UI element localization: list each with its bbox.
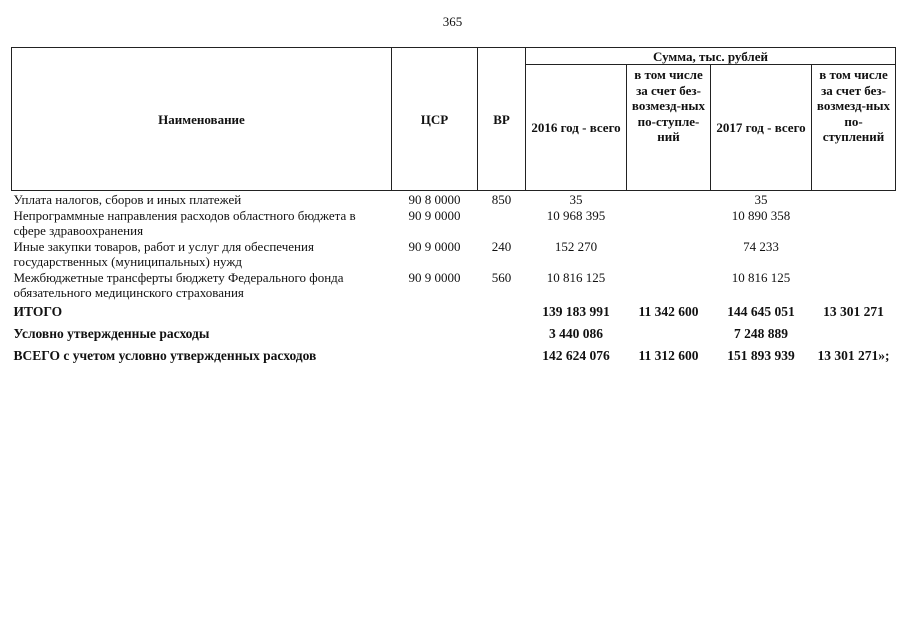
total-2016: 139 183 991 — [542, 304, 610, 319]
total-2017: 151 893 939 — [727, 348, 795, 363]
row-name: Непрограммные направления расходов областного бюджета в сфере здравоохранения — [13, 208, 356, 238]
row-2016: 10 968 395 — [546, 208, 606, 223]
row-name: Межбюджетные трансферты бюджету Федерального фонда обязательного медицинского страхования — [13, 270, 344, 300]
row-2017: 74 233 — [743, 239, 779, 254]
total-name: Условно утвержденные расходы — [13, 326, 210, 341]
total-2016: 3 440 086 — [549, 326, 603, 341]
total-2016-free: 11 312 600 — [638, 348, 699, 363]
total-name: ИТОГО — [13, 304, 63, 319]
table-row — [12, 238, 896, 269]
row-2017-free — [812, 207, 896, 238]
row-vr: 240 — [491, 239, 512, 254]
total-name: ВСЕГО с учетом условно утвержденных расходов — [13, 348, 317, 363]
row-vr: 850 — [491, 192, 512, 207]
row-2017-free — [812, 191, 896, 208]
budget-table — [11, 47, 896, 366]
row-2017: 10 890 358 — [731, 208, 791, 223]
header-csr: ЦСР — [392, 48, 478, 191]
row-2016-free — [627, 207, 711, 238]
total-row — [12, 300, 896, 322]
total-2016-free — [627, 322, 711, 344]
table-row — [12, 269, 896, 300]
total-2017: 7 248 889 — [734, 326, 788, 341]
table-row — [12, 191, 896, 208]
total-2016-free: 11 342 600 — [638, 304, 699, 319]
total-row — [12, 344, 896, 366]
row-2017: 10 816 125 — [731, 270, 791, 285]
row-2016-free — [627, 238, 711, 269]
total-2017: 144 645 051 — [727, 304, 795, 319]
row-2016: 152 270 — [554, 239, 598, 254]
table-row — [12, 207, 896, 238]
header-2016-free: в том числе за счет без-возмезд-ных по-ступле-ний — [627, 65, 711, 191]
row-2016: 10 816 125 — [546, 270, 606, 285]
header-name: Наименование — [12, 48, 392, 191]
row-2016: 35 — [569, 192, 583, 207]
header-sum-group: Сумма, тыс. рублей — [526, 48, 896, 65]
header-2017-total: 2017 год - всего — [711, 65, 812, 191]
row-vr — [478, 207, 526, 238]
row-name: Уплата налогов, сборов и иных платежей — [13, 192, 242, 207]
page-number: 365 — [442, 14, 463, 29]
total-2017-free — [812, 322, 896, 344]
row-csr: 90 9 0000 — [408, 208, 461, 223]
header-vr: ВР — [478, 48, 526, 191]
total-row — [12, 322, 896, 344]
row-csr: 90 8 0000 — [408, 192, 461, 207]
total-2017-free: 13 301 271»; — [817, 348, 890, 363]
row-2016-free — [627, 269, 711, 300]
header-2017-free: в том числе за счет без-возмезд-ных по-ступлений — [812, 65, 896, 191]
header-2016-total: 2016 год - всего — [526, 65, 627, 191]
row-2017-free — [812, 269, 896, 300]
row-csr: 90 9 0000 — [408, 239, 461, 254]
row-csr: 90 9 0000 — [408, 270, 461, 285]
total-2017-free: 13 301 271 — [823, 304, 884, 319]
row-name: Иные закупки товаров, работ и услуг для обеспечения государственных (муниципальных) нужд — [13, 239, 314, 269]
total-2016: 142 624 076 — [542, 348, 610, 363]
row-2017: 35 — [754, 192, 768, 207]
row-vr: 560 — [491, 270, 512, 285]
row-2016-free — [627, 191, 711, 208]
row-2017-free — [812, 238, 896, 269]
